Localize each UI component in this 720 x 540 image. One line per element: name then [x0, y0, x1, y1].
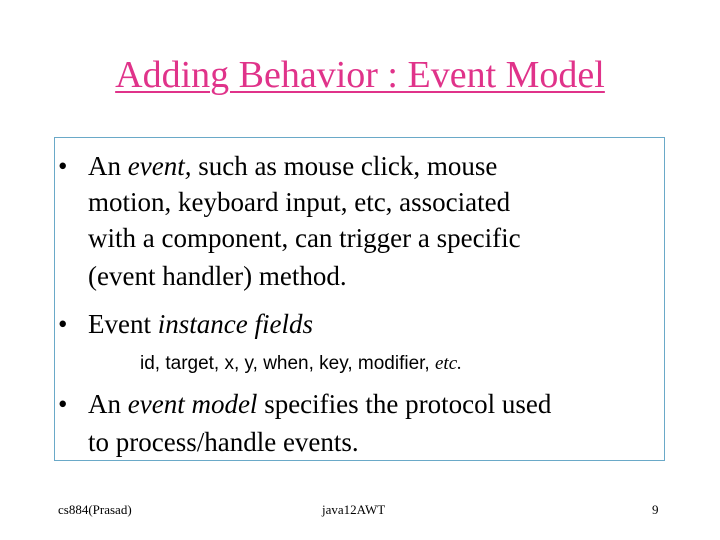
bullet-3-pre: An	[88, 389, 128, 419]
bullet-1-em: event,	[127, 151, 192, 181]
bullet-marker: •	[58, 309, 68, 339]
instance-fields-etc: etc.	[434, 353, 462, 374]
bullet-3-line-1	[88, 388, 551, 420]
slide-title: Adding Behavior : Event Model	[115, 54, 605, 96]
footer-page-number: 9	[652, 502, 659, 517]
bullet-1-line-1	[88, 150, 497, 182]
bullet-1-line-2: motion, keyboard input, etc, associated	[88, 187, 511, 217]
instance-fields-list	[140, 352, 462, 376]
bullet-2-line-1	[88, 308, 313, 340]
bullet-3-post: specifies the protocol used	[257, 389, 552, 419]
bullet-2-em: instance fields	[157, 309, 313, 339]
bullet-3-em: event model	[127, 389, 258, 419]
footer-course: java12AWT	[322, 502, 386, 517]
bullet-marker: •	[58, 151, 68, 181]
bullet-2-pre: Event	[88, 309, 158, 339]
bullet-1-post: such as mouse click, mouse	[191, 151, 498, 181]
footer-author: cs884(Prasad)	[58, 502, 132, 517]
instance-fields-text: id, target, x, y, when, key, modifier,	[140, 353, 435, 374]
bullet-3-line-2: to process/handle events.	[88, 427, 359, 457]
bullet-1-line-4: (event handler) method.	[88, 261, 347, 291]
bullet-1-pre: An	[88, 151, 128, 181]
bullet-marker: •	[58, 389, 68, 419]
bullet-1-line-3: with a component, can trigger a specific	[88, 223, 521, 253]
